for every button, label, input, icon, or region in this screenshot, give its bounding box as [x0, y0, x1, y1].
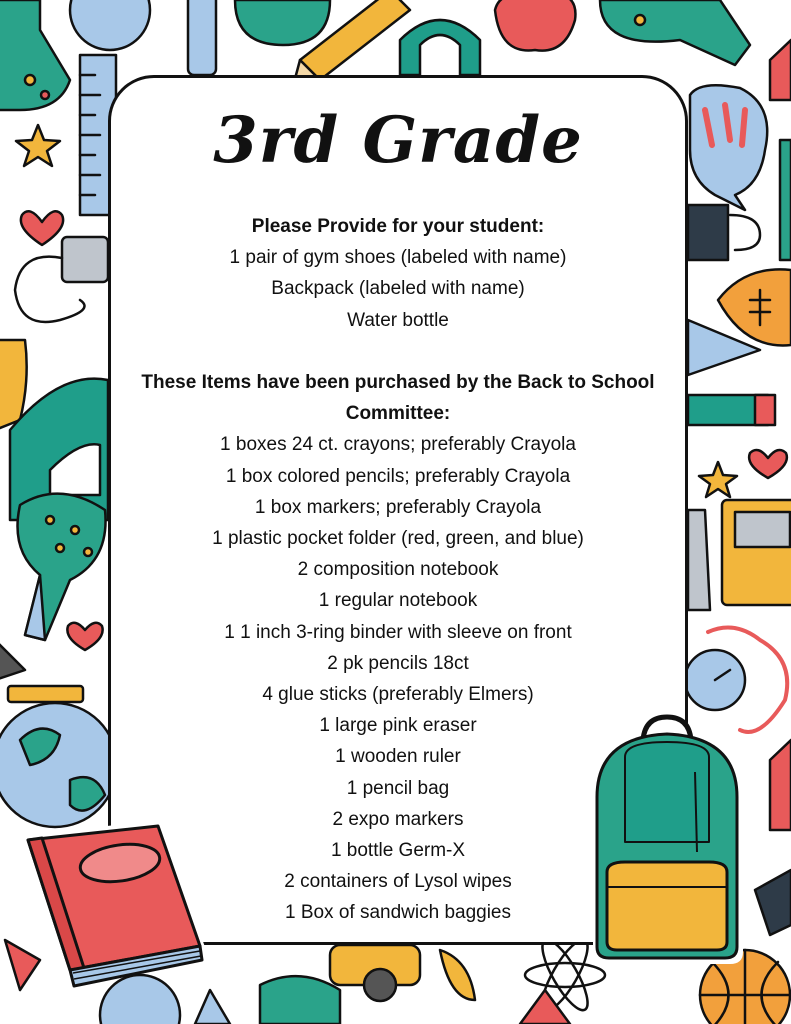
- speech-bubble-icon: [690, 85, 767, 210]
- list-item: 1 Box of sandwich baggies: [284, 902, 512, 924]
- list-item: 2 expo markers: [332, 808, 464, 830]
- clip-handle: [730, 215, 760, 250]
- list-item: Backpack (labeled with name): [271, 278, 525, 300]
- book-icon: [10, 818, 210, 993]
- cup-icon: [235, 0, 330, 45]
- purchased-heading: These Items have been purchased by the Back to School Committee:: [141, 372, 655, 425]
- list-item: Water bottle: [347, 309, 449, 331]
- banana-icon: [440, 950, 475, 1000]
- star-icon: [16, 125, 60, 166]
- list-item: 2 pk pencils 18ct: [327, 652, 469, 674]
- pen-icon: [188, 0, 216, 75]
- binoculars-icon: [755, 870, 791, 935]
- bag-icon: [260, 976, 340, 1024]
- spacer: [120, 336, 676, 367]
- list-item: 2 containers of Lysol wipes: [284, 871, 512, 893]
- apple-icon: [495, 0, 575, 51]
- list-item: 1 pencil bag: [346, 777, 450, 799]
- globe-icon: [0, 686, 117, 827]
- list-item: 1 box markers; preferably Crayola: [254, 496, 542, 518]
- clip-icon: [688, 205, 728, 260]
- list-item: 1 box colored pencils; preferably Crayola: [225, 465, 571, 487]
- calculator-icon: [722, 500, 791, 605]
- marker-icon: [688, 395, 775, 425]
- list-item: 4 glue sticks (preferably Elmers): [262, 684, 534, 706]
- list-item: 1 wooden ruler: [335, 746, 461, 768]
- list-item: 1 pair of gym shoes (labeled with name): [229, 247, 567, 269]
- magnet-icon: [400, 20, 480, 75]
- backpack-icon: [585, 712, 750, 967]
- alarm-clock-icon: [70, 0, 150, 50]
- shape-icon: [780, 140, 791, 260]
- list-item: 1 regular notebook: [318, 590, 478, 612]
- house-icon: [770, 40, 791, 100]
- shape-icon: [688, 510, 710, 610]
- flask-icon: [0, 0, 70, 110]
- list-item: 2 composition notebook: [297, 559, 499, 581]
- football-icon: [718, 269, 791, 345]
- heart-icon: [749, 450, 787, 478]
- shape-icon: [195, 990, 230, 1024]
- shape-icon: [770, 740, 791, 830]
- list-item: 1 1 inch 3-ring binder with sleeve on front: [224, 621, 572, 643]
- list-item: 1 large pink eraser: [319, 715, 477, 737]
- heart-icon: [67, 623, 102, 650]
- list-item: 1 boxes 24 ct. crayons; preferably Crayola: [220, 434, 576, 456]
- list-item: 1 plastic pocket folder (red, green, and blue): [212, 528, 584, 550]
- page-title: 3rd Grade: [213, 103, 583, 178]
- paddle-icon: [18, 494, 106, 640]
- gadget-icon: [62, 237, 108, 282]
- toy-car-icon: [330, 945, 420, 1001]
- heart-icon: [21, 211, 63, 245]
- star-icon: [699, 462, 737, 497]
- list-item: 1 bottle Germ-X: [330, 840, 466, 862]
- flask-icon: [600, 0, 750, 65]
- pen-tip-icon: [0, 640, 25, 680]
- provide-heading: Please Provide for your student:: [251, 216, 545, 237]
